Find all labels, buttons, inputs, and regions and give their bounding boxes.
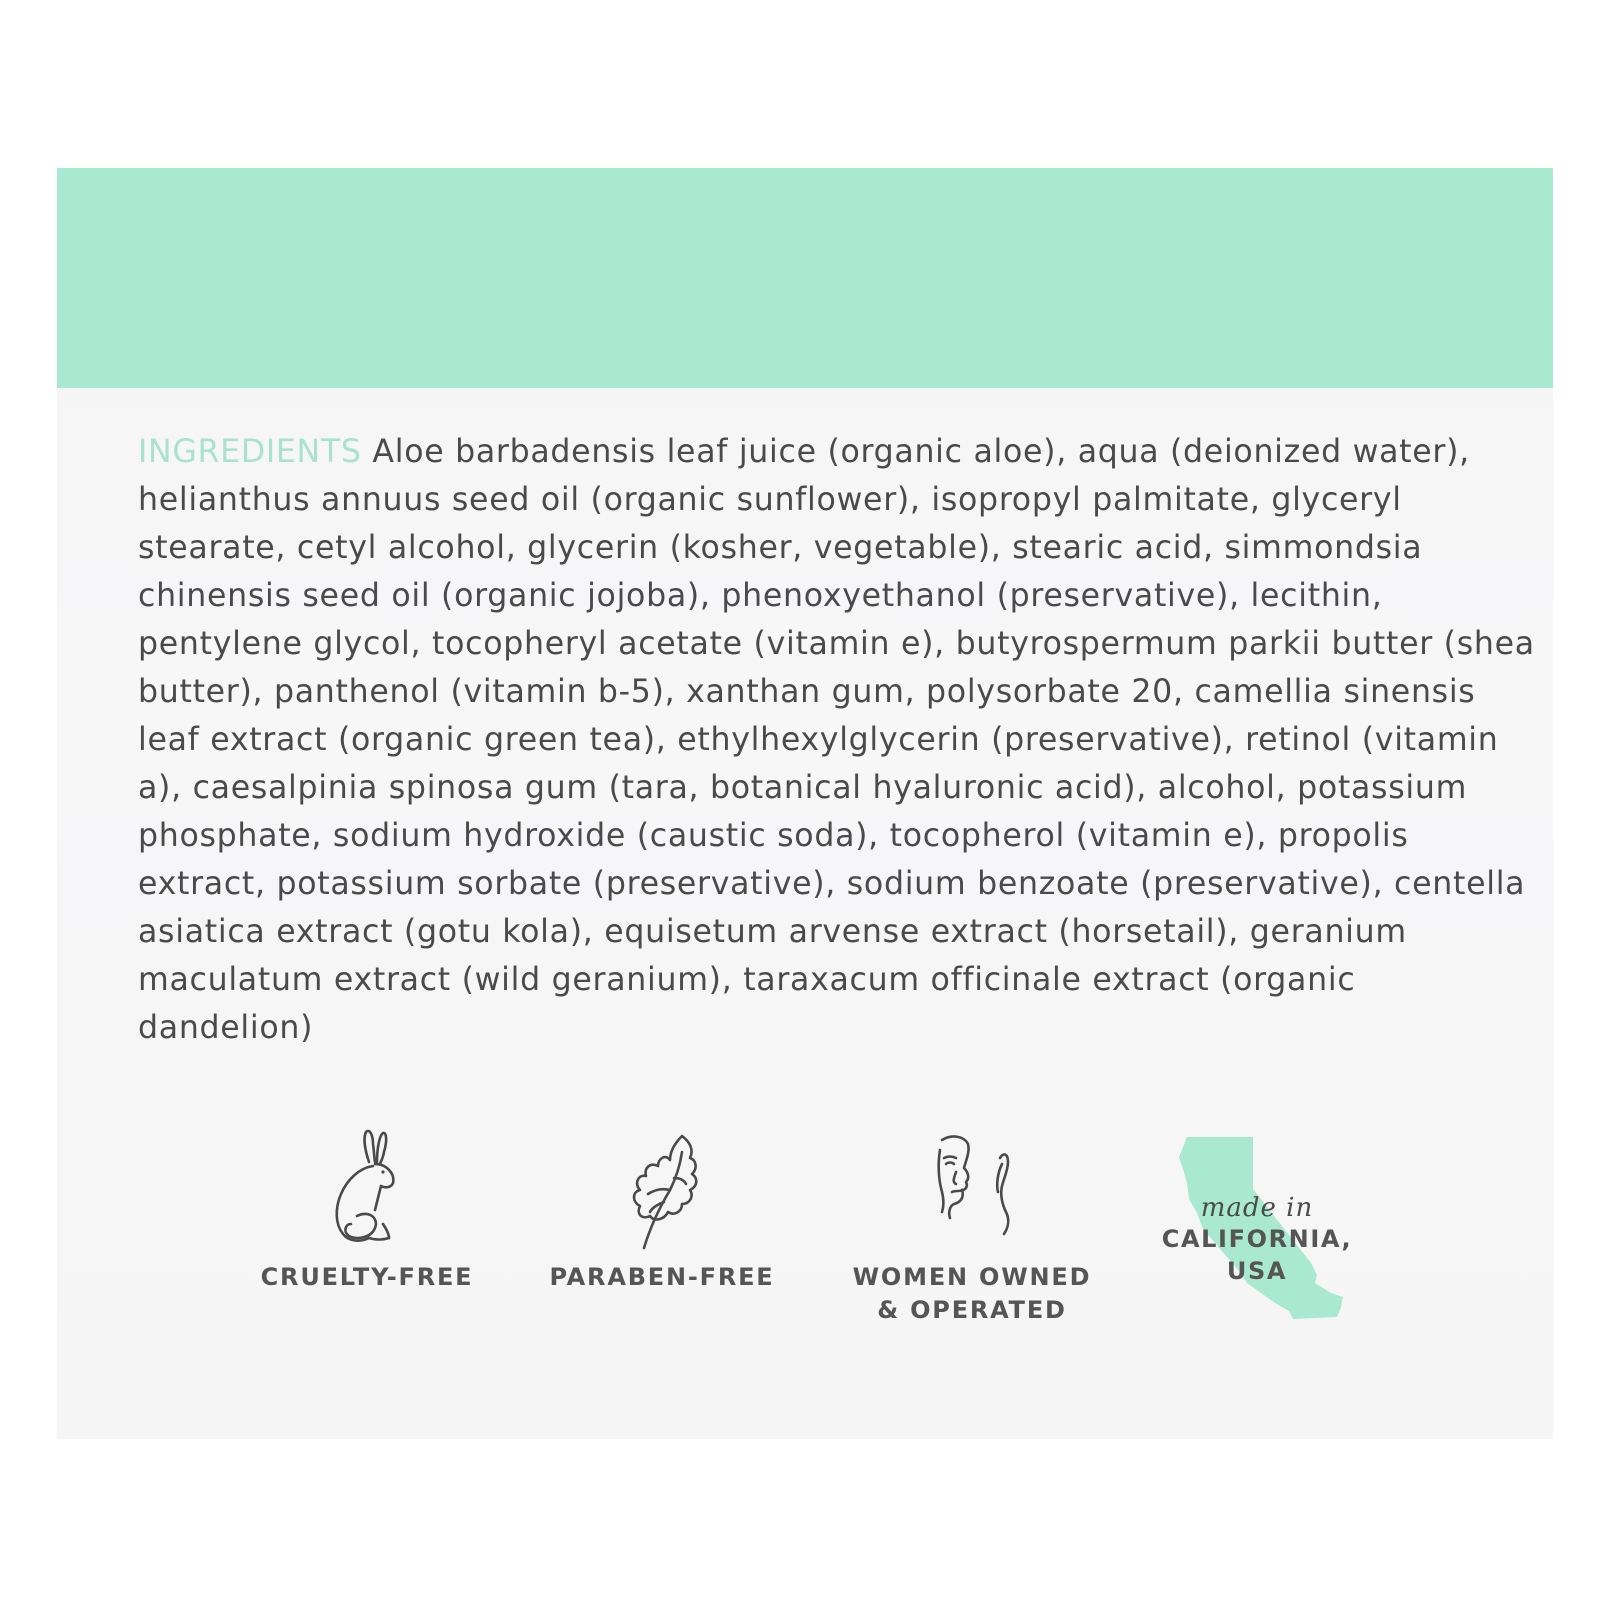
- ingredients-label: INGREDIENTS: [138, 434, 362, 470]
- paraben-free-badge: [527, 1128, 797, 1294]
- badges-row: [57, 168, 1553, 1439]
- leaf-icon: [612, 1128, 712, 1253]
- women-owned-label-line1: WOMEN OWNED: [852, 1263, 1092, 1291]
- rabbit-icon: [317, 1128, 417, 1253]
- label-panel: [57, 168, 1553, 1439]
- california-text-block: [1157, 1193, 1357, 1287]
- made-in-script: made in: [1200, 1193, 1314, 1223]
- ingredients-text: Aloe barbadensis leaf juice (organic aloe), aqua (deionized water), helianthus annuus seed oil (organic sunflower), isopropyl palmitate, glyceryl stearate, cetyl alcohol, glycerin (kosher, vegetable), stearic acid, simmondsia chinensis seed oil (organic jojoba), phenoxyethanol (preservative), lecithin, pentylene glycol, tocopheryl acetate (vitamin e), butyrospermum parkii butter (shea butter), panthenol (vitamin b-5), xanthan gum, polysorbate 20, camellia sinensis leaf extract (organic green tea), ethylhexylglycerin (preservative), retinol (vitamin a), caesalpinia spinosa gum (tara, botanical hyaluronic acid), alcohol, potassium phosphate, sodium hydroxide (caustic soda), tocopherol (vitamin e), propolis extract, potassium sorbate (preservative), sodium benzoate (preservative), centella asiatica extract (gotu kola), equisetum arvense extract (horsetail), geranium maculatum extract (wild geranium), taraxacum officinale extract (organic dandelion): [138, 434, 1535, 1046]
- cruelty-free-label: CRUELTY-FREE: [260, 1263, 474, 1291]
- women-owned-label-line2: & OPERATED: [877, 1296, 1067, 1324]
- paraben-free-label: PARABEN-FREE: [549, 1263, 775, 1291]
- california-badge: [1157, 1133, 1357, 1323]
- women-owned-badge: [827, 1128, 1117, 1327]
- california-label-line2: USA: [1226, 1257, 1288, 1285]
- cruelty-free-badge: [232, 1128, 502, 1294]
- woman-face-icon: [922, 1128, 1022, 1253]
- california-label-line1: CALIFORNIA,: [1161, 1225, 1353, 1253]
